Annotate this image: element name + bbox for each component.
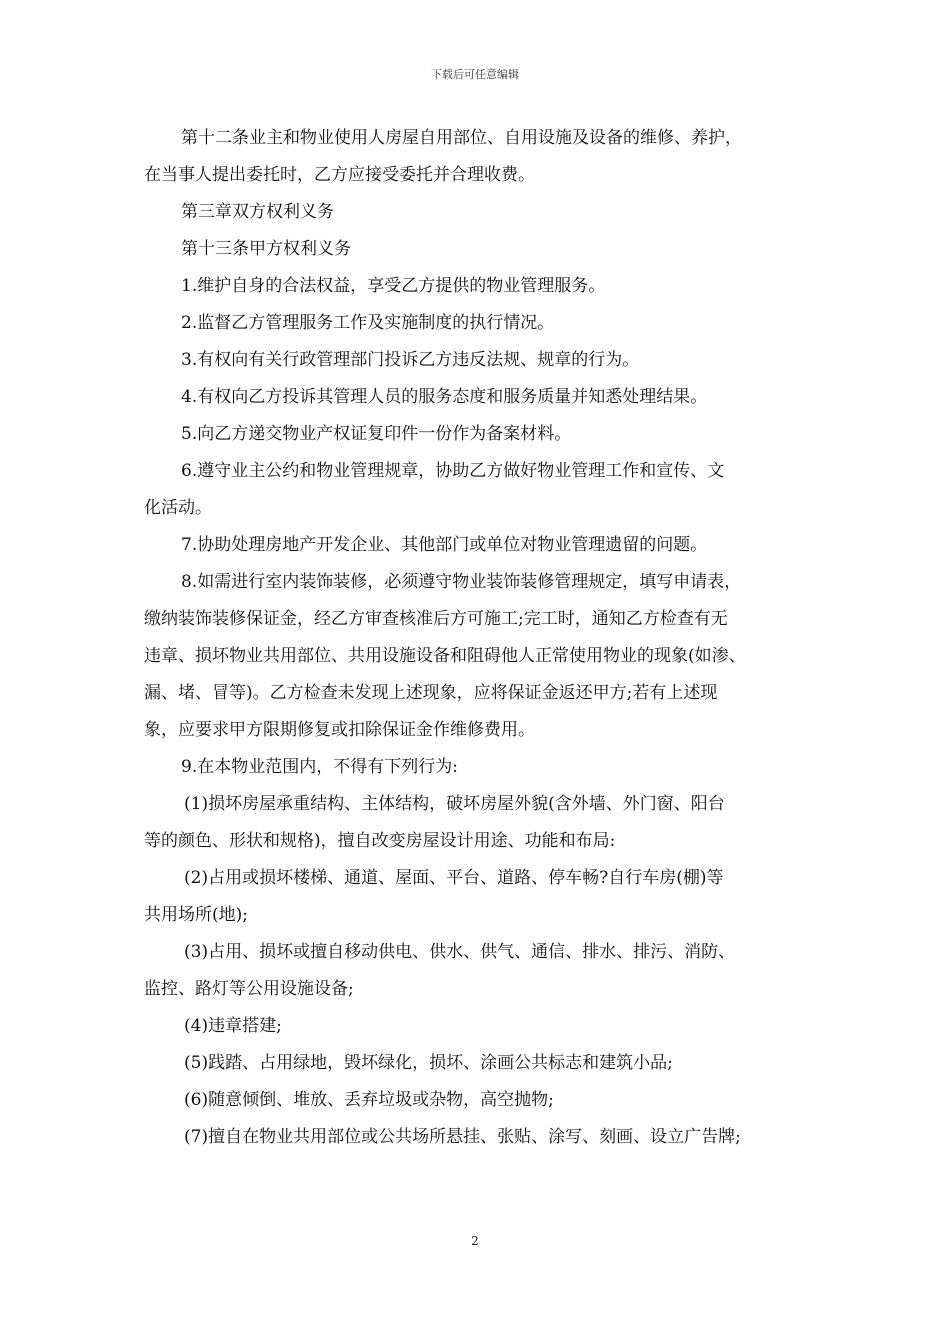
text-line: 4.有权向乙方投诉其管理人员的服务态度和服务质量并知悉处理结果。	[181, 387, 708, 407]
text-line: (2)占用或损坏楼梯、通道、屋面、平台、道路、停车畅?自行车房(棚)等	[184, 868, 724, 888]
text-line: 在当事人提出委托时，乙方应接受委托并合理收费。	[144, 165, 535, 185]
text-line: 2.监督乙方管理服务工作及实施制度的执行情况。	[181, 313, 555, 333]
text-line: 第十二条业主和物业使用人房屋自用部位、自用设施及设备的维修、养护，	[181, 128, 742, 148]
page-number: 2	[471, 1234, 479, 1248]
text-line: (5)践踏、占用绿地，毁坏绿化，损坏、涂画公共标志和建筑小品;	[184, 1053, 673, 1073]
document-body	[144, 120, 812, 1156]
text-line: 象，应要求甲方限期修复或扣除保证金作维修费用。	[144, 720, 535, 740]
text-line: 9.在本物业范围内，不得有下列行为:	[181, 757, 458, 777]
text-line: (7)擅自在物业共用部位或公共场所悬挂、张贴、涂写、刻画、设立广告牌;	[184, 1127, 741, 1147]
text-line: 漏、堵、冒等)。乙方检查未发现上述现象，应将保证金返还甲方;若有上述现	[144, 683, 718, 703]
chapter-heading: 第三章双方权利义务	[181, 202, 334, 222]
text-line: 3.有权向有关行政管理部门投诉乙方违反法规、规章的行为。	[181, 350, 640, 370]
text-line: 共用场所(地);	[144, 905, 248, 925]
text-line: 8.如需进行室内装饰装修，必须遵守物业装饰装修管理规定，填写申请表，	[181, 572, 742, 592]
text-line: 5.向乙方递交物业产权证复印件一份作为备案材料。	[181, 424, 572, 444]
text-line: 6.遵守业主公约和物业管理规章，协助乙方做好物业管理工作和宣传、文	[181, 461, 725, 481]
text-line: 7.协助处理房地产开发企业、其他部门或单位对物业管理遗留的问题。	[181, 535, 708, 555]
text-line: (1)损坏房屋承重结构、主体结构，破坏房屋外貌(含外墙、外门窗、阳台	[184, 794, 725, 814]
page-header: 下载后可任意编辑	[431, 68, 519, 81]
text-line: 缴纳装饰装修保证金，经乙方审查核准后方可施工;完工时，通知乙方检查有无	[144, 609, 728, 629]
text-line: (4)违章搭建;	[184, 1016, 282, 1036]
text-line: 1.维护自身的合法权益，享受乙方提供的物业管理服务。	[181, 276, 606, 296]
text-line: 等的颜色、形状和规格)，擅自改变房屋设计用途、功能和布局:	[144, 831, 616, 851]
text-line: (3)占用、损坏或擅自移动供电、供水、供气、通信、排水、排污、消防、	[184, 942, 736, 962]
article-heading: 第十三条甲方权利义务	[181, 239, 351, 259]
text-line: 化活动。	[144, 498, 212, 518]
text-line: 监控、路灯等公用设施设备;	[144, 979, 354, 999]
text-line: 违章、损坏物业共用部位、共用设施设备和阻碍他人正常使用物业的现象(如渗、	[144, 646, 746, 666]
text-line: (6)随意倾倒、堆放、丢弃垃圾或杂物，高空抛物;	[184, 1090, 554, 1110]
